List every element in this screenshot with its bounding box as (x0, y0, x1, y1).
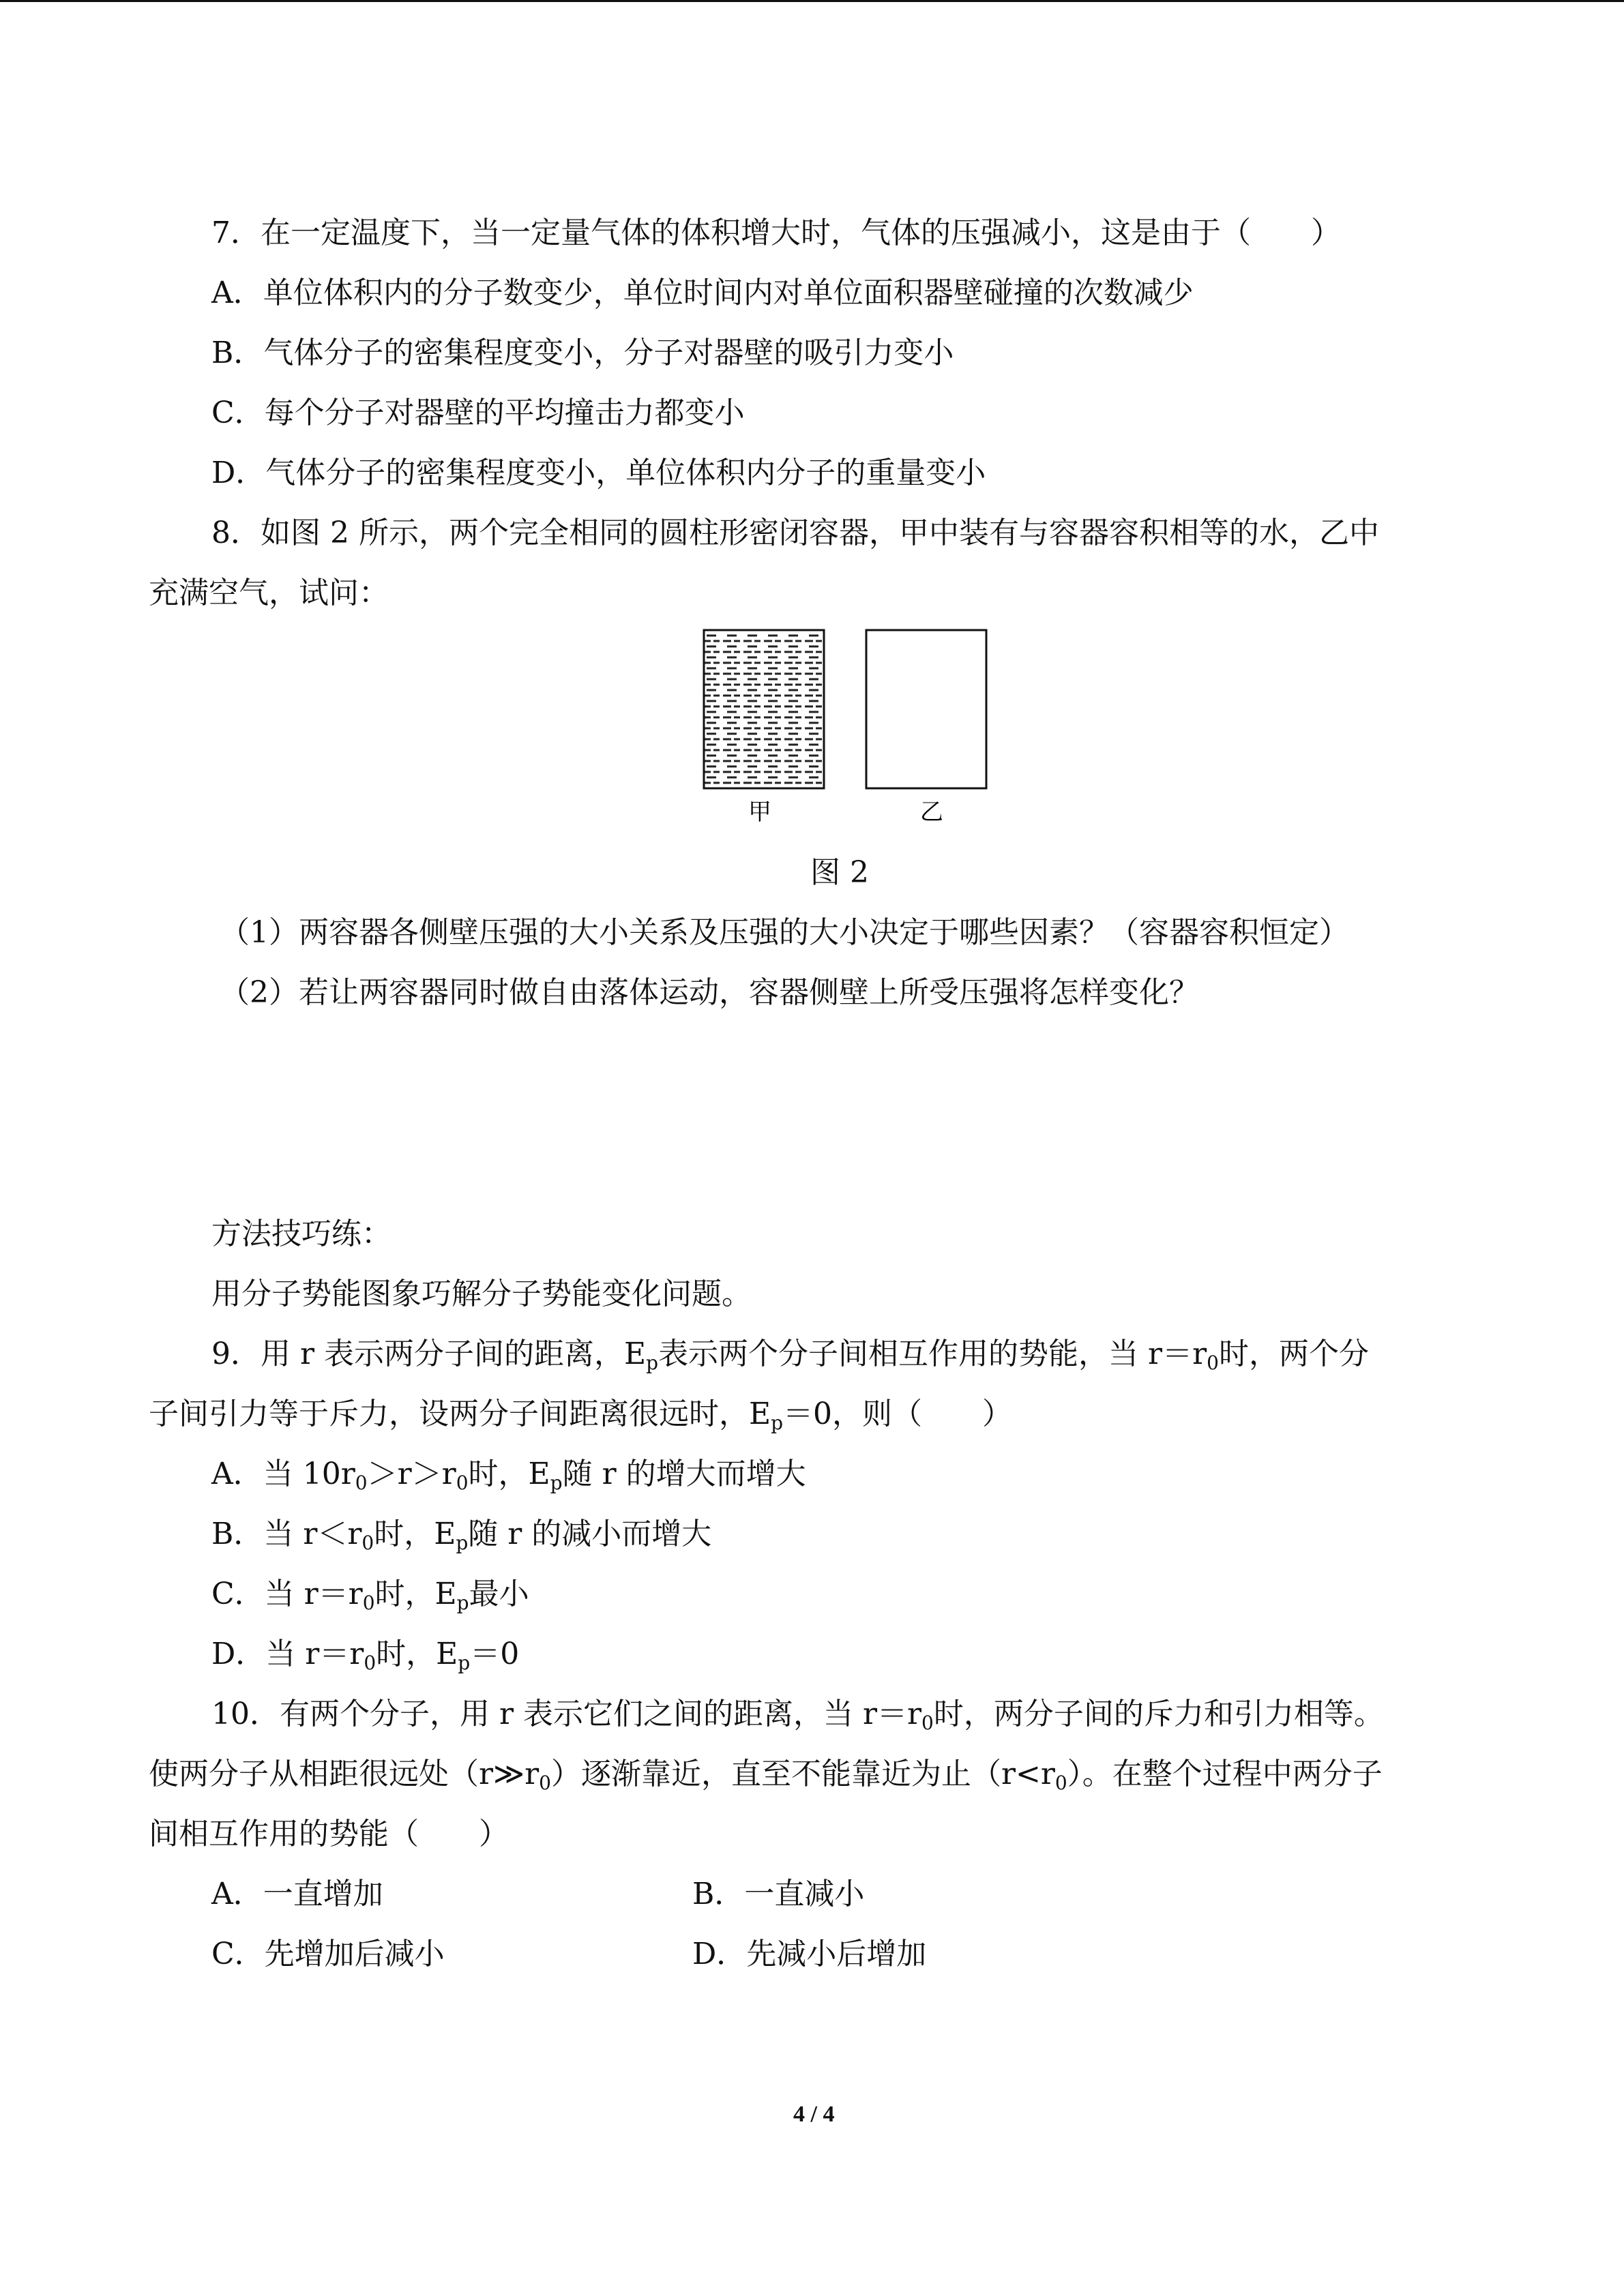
q9-option-a: A．当 $10r_0>r>r_0$时，$E_p$随 r 的增大而增大 (211, 1457, 806, 1494)
q10-stem-line2: 使两分子从相距很远处$(r≫r_0)$逐渐靠近，直至不能靠近为止$(r<r_0)$。在整个过程中两分子 (149, 1757, 1383, 1794)
figure-caption: 图 2 (810, 855, 869, 890)
q10-stem-line1: 10．有两个分子，用 r 表示它们之间的距离，当 $r=r_0$时，两分子间的斥力和引力相等。 (211, 1697, 1384, 1734)
q8-sub-question-2: （2）若让两容器同时做自由落体运动，容器侧壁上所受压强将怎样变化？ (220, 975, 1199, 1010)
container-yi-air (866, 630, 986, 788)
q8-stem-line1: 8．如图 2 所示，两个完全相同的圆柱形密闭容器，甲中装有与容器容积相等的水，乙中 (211, 516, 1379, 550)
q10-stem-line3: 间相互作用的势能（ ） (149, 1817, 509, 1851)
page-number: 4 / 4 (793, 2102, 835, 2127)
container-yi-label: 乙 (920, 799, 943, 826)
q10-option-b: B．一直减小 (692, 1877, 865, 1911)
section-description: 用分子势能图象巧解分子势能变化问题。 (211, 1277, 752, 1311)
q7-option-c: C．每个分子对器壁的平均撞击力都变小 (211, 396, 745, 430)
q7-stem: 7．在一定温度下，当一定量气体的体积增大时，气体的压强减小，这是由于（ ） (211, 215, 1341, 250)
q9-stem-line2: 子间引力等于斥力，设两分子间距离很远时，$E_p=0$，则（ ） (149, 1397, 1013, 1434)
container-jia-water (704, 630, 824, 788)
q9-option-b: B．当 $r<r_0$时，$E_p$随 r 的减小而增大 (211, 1517, 712, 1554)
q10-option-c: C．先增加后减小 (211, 1937, 445, 1971)
figure-2-containers (701, 627, 988, 832)
q7-option-a: A．单位体积内的分子数变少，单位时间内对单位面积器壁碰撞的次数减少 (211, 275, 1194, 310)
top-border-line (0, 0, 1624, 2)
q7-option-b: B．气体分子的密集程度变小，分子对器壁的吸引力变小 (211, 336, 954, 370)
q10-option-d: D．先减小后增加 (692, 1937, 927, 1971)
section-title: 方法技巧练： (211, 1217, 392, 1251)
q8-stem-line2: 充满空气，试问： (149, 576, 389, 610)
q8-sub-question-1: （1）两容器各侧壁压强的大小关系及压强的大小决定于哪些因素？（容器容积恒定） (220, 915, 1349, 950)
q10-option-a: A．一直增加 (211, 1877, 383, 1911)
q9-option-d: D．当 $r=r_0$时，$E_p=0$ (211, 1637, 520, 1674)
q9-stem-line1: 9．用 r 表示两分子间的距离，$E_p$表示两个分子间相互作用的势能，当 $r=r_0$时，两个分 (211, 1337, 1369, 1374)
q9-option-c: C．当 $r=r_0$时，$E_p$最小 (211, 1577, 529, 1614)
q7-option-d: D．气体分子的密集程度变小，单位体积内分子的重量变小 (211, 456, 986, 490)
container-jia-label: 甲 (748, 799, 771, 826)
